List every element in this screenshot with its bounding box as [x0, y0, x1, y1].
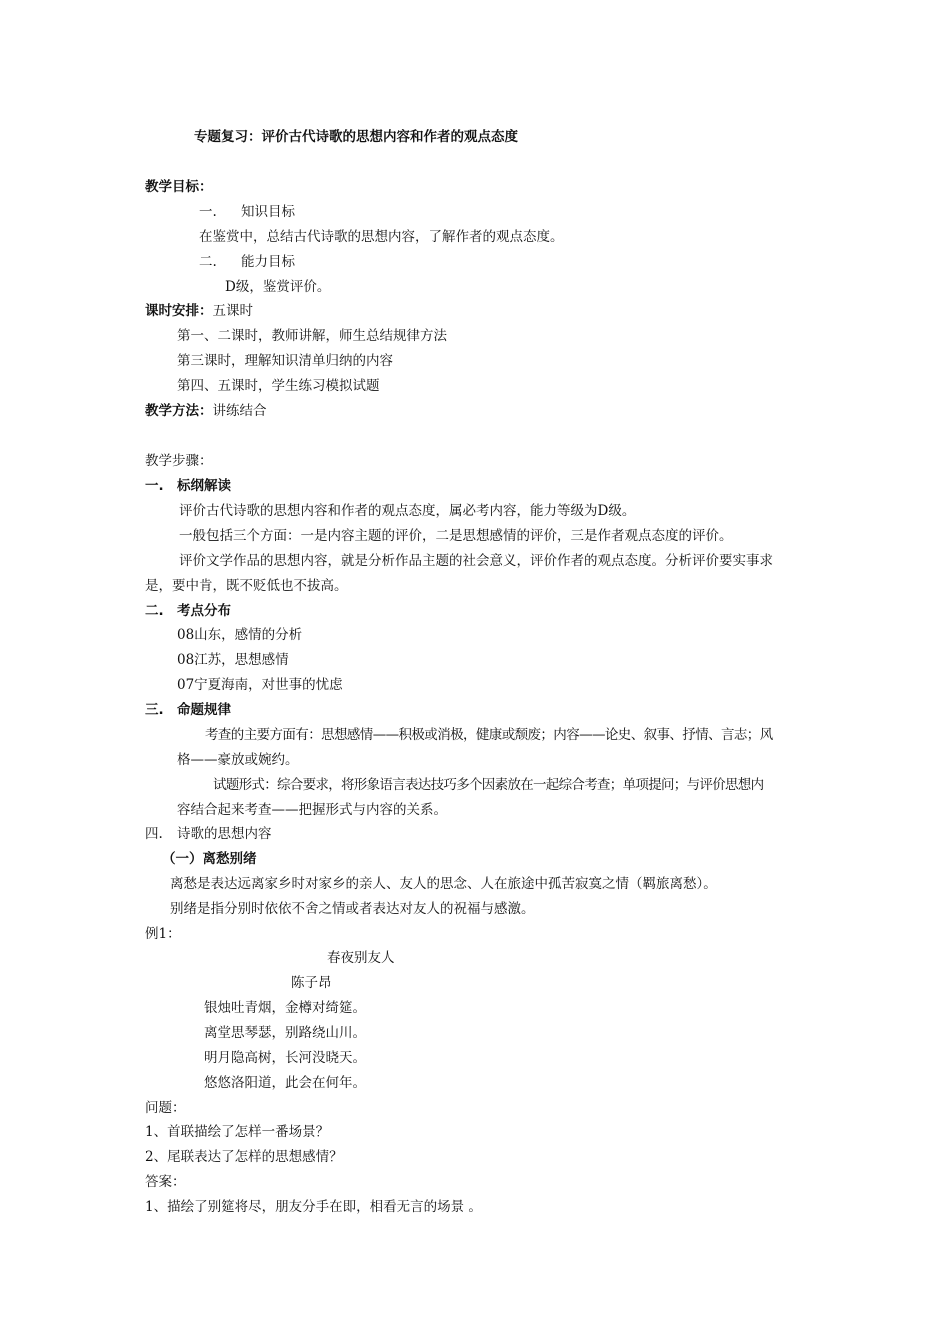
- objective-1-text: 在鉴赏中，总结古代诗歌的思想内容，了解作者的观点态度。: [199, 229, 564, 245]
- section-1-paragraph-cont: 是，要中肯，既不贬低也不拔高。: [145, 578, 348, 594]
- subsection-1-paragraph: 离愁是表达远离家乡时对家乡的亲人、友人的思念、人在旅途中孤苦寂寞之情（羁旅离愁）。: [170, 876, 717, 892]
- section-3-paragraph: 考查的主要方面有：思想感情——积极或消极，健康或颓废；内容——论史、叙事、抒情、言志；风: [205, 727, 773, 743]
- section-1-title: 标纲解读: [177, 478, 231, 494]
- schedule-label: 课时安排：: [145, 303, 213, 319]
- section-4-number: 四.: [145, 826, 163, 842]
- section-2-title: 考点分布: [177, 603, 231, 619]
- section-4-heading: [145, 824, 272, 844]
- question-item: 1、首联描绘了怎样一番场景？: [145, 1124, 330, 1140]
- section-4-title: 诗歌的思想内容: [177, 826, 272, 842]
- poem-line: 明月隐高树，长河没晓天。: [204, 1050, 366, 1066]
- section-3-heading: [145, 700, 231, 720]
- method-row: [145, 401, 267, 421]
- exam-point-item: 08江苏，思想感情: [177, 652, 289, 668]
- subsection-1-paragraph: 别绪是指分别时依依不舍之情或者表达对友人的祝福与感激。: [170, 901, 535, 917]
- section-2-number: 二.: [145, 603, 164, 619]
- poem-line: 悠悠洛阳道，此会在何年。: [204, 1075, 366, 1091]
- poem-author: 陈子昂: [291, 975, 332, 991]
- exam-point-item: 07宁夏海南，对世事的忧虑: [177, 677, 343, 693]
- section-2-heading: [145, 601, 231, 621]
- section-1-paragraph: 一般包括三个方面：一是内容主题的评价，二是思想感情的评价，三是作者观点态度的评价。: [179, 528, 733, 544]
- section-3-paragraph-cont: 格——豪放或婉约。: [177, 752, 299, 768]
- objective-1-number: 一.: [199, 204, 217, 220]
- section-1-paragraph: 评价古代诗歌的思想内容和作者的观点态度，属必考内容，能力等级为D级。: [179, 503, 636, 519]
- method-value: 讲练结合: [212, 403, 267, 419]
- schedule-row: [145, 301, 253, 321]
- schedule-item: 第四、五课时，学生练习模拟试题: [177, 378, 380, 394]
- section-1-heading: [145, 476, 231, 496]
- section-1-number: 一.: [145, 478, 164, 494]
- poem-line: 离堂思琴瑟，别路绕山川。: [204, 1025, 366, 1041]
- objective-2-label: 能力目标: [241, 254, 295, 270]
- objective-1-label: 知识目标: [241, 204, 295, 220]
- objectives-label: 教学目标：: [145, 179, 213, 195]
- answer-item: 1、描绘了别筵将尽，朋友分手在即，相看无言的场景 。: [145, 1199, 482, 1215]
- objective-2-number: 二.: [199, 254, 217, 270]
- section-1-paragraph: 评价文学作品的思想内容，就是分析作品主题的社会意义，评价作者的观点态度。分析评价要实事求: [179, 553, 773, 569]
- exam-point-item: 08山东，感情的分析: [177, 627, 303, 643]
- section-3-paragraph: 试题形式：综合要求，将形象语言表达技巧多个因素放在一起综合考查；单项提问；与评价思想内: [213, 777, 764, 793]
- objective-1-heading: [199, 202, 295, 222]
- schedule-value: 五课时: [212, 303, 253, 319]
- section-3-paragraph-cont: 容结合起来考查——把握形式与内容的关系。: [177, 802, 447, 818]
- section-3-title: 命题规律: [177, 702, 231, 718]
- poem-title: 春夜别友人: [327, 950, 395, 966]
- question-item: 2、尾联表达了怎样的思想感情？: [145, 1149, 343, 1165]
- answer-label: 答案：: [145, 1174, 186, 1190]
- steps-label: 教学步骤：: [145, 453, 213, 469]
- poem-line: 银烛吐青烟，金樽对绮筵。: [204, 1000, 366, 1016]
- section-3-number: 三.: [145, 702, 164, 718]
- page-title: 专题复习：评价古代诗歌的思想内容和作者的观点态度: [194, 129, 518, 145]
- example-label: 例1：: [145, 926, 181, 942]
- method-label: 教学方法：: [145, 403, 213, 419]
- objective-2-text: D级，鉴赏评价。: [225, 279, 331, 295]
- question-label: 问题：: [145, 1100, 186, 1116]
- subsection-1-title: （一）离愁别绪: [162, 851, 257, 867]
- schedule-item: 第一、二课时，教师讲解，师生总结规律方法: [177, 328, 447, 344]
- schedule-item: 第三课时，理解知识清单归纳的内容: [177, 353, 393, 369]
- objective-2-heading: [199, 252, 295, 272]
